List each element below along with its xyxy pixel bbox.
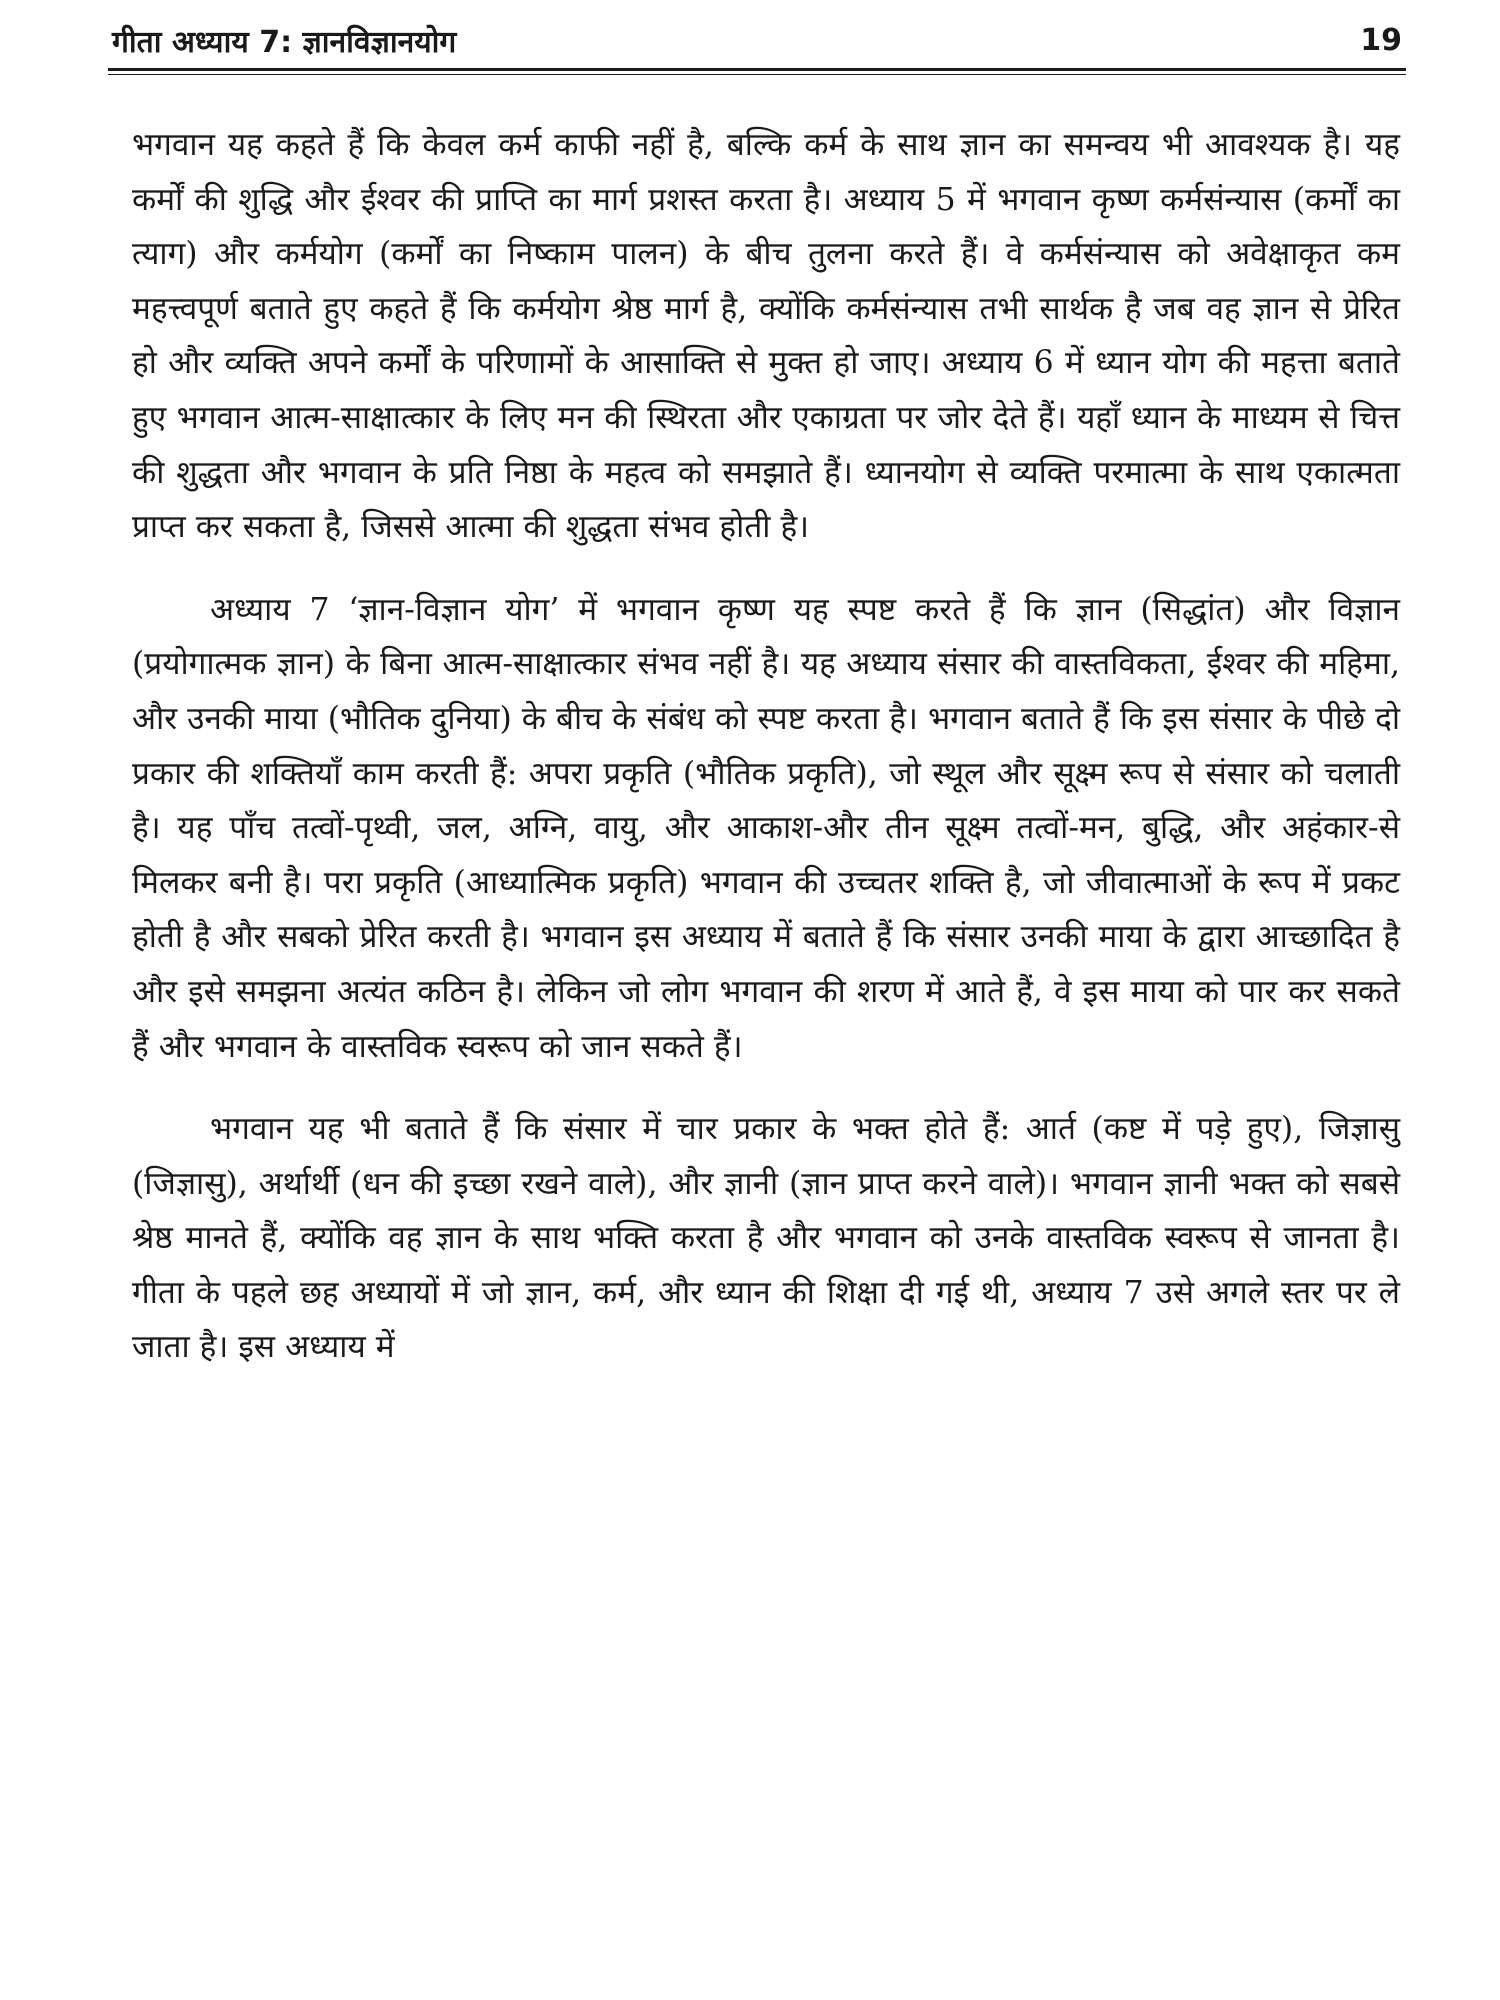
- header-rule: [108, 68, 1406, 75]
- paragraph: भगवान यह कहते हैं कि केवल कर्म काफी नहीं है, बल्कि कर्म के साथ ज्ञान का समन्वय भी आवश्यक है। यह कर्मों की शुद्धि और ईश्वर की प्राप्ति का मार्ग प्रशस्त करता है। अध्याय 5 में भगवान कृष्ण कर्मसंन्यास (कर्मों का त्याग) और कर्मयोग (कर्मों का निष्काम पालन) के बीच तुलना करते हैं। वे कर्मसंन्यास को अवेक्षाकृत कम महत्त्वपूर्ण बताते हुए कहते हैं कि कर्मयोग श्रेष्ठ मार्ग है, क्योंकि कर्मसंन्यास तभी सार्थक है जब वह ज्ञान से प्रेरित हो और व्यक्ति अपने कर्मों के परिणामों के आसाक्ति से मुक्त हो जाए। अध्याय 6 में ध्यान योग की महत्ता बताते हुए भगवान आत्म-साक्षात्कार के लिए मन की स्थिरता और एकाग्रता पर जोर देते हैं। यहाँ ध्यान के माध्यम से चित्त की शुद्धता और भगवान के प्रति निष्ठा के महत्व को समझाते हैं। ध्यानयोग से व्यक्ति परमात्मा के साथ एकात्मता प्राप्त कर सकता है, जिससे आत्मा की शुद्धता संभव होती है।: [132, 127, 1400, 546]
- page-number: 19: [1360, 22, 1402, 58]
- paragraph: अध्याय 7 ‘ज्ञान-विज्ञान योग’ में भगवान कृष्ण यह स्पष्ट करते हैं कि ज्ञान (सिद्धांत) और विज्ञान (प्रयोगात्मक ज्ञान) के बिना आत्म-साक्षात्कार संभव नहीं है। यह अध्याय संसार की वास्तविकता, ईश्वर की महिमा, और उनकी माया (भौतिक दुनिया) के बीच के संबंध को स्पष्ट करता है। भगवान बताते हैं कि इस संसार के पीछे दो प्रकार की शक्तियाँ काम करती हैं: अपरा प्रकृति (भौतिक प्रकृति), जो स्थूल और सूक्ष्म रूप से संसार को चलाती है। यह पाँच तत्वों-पृथ्वी, जल, अग्नि, वायु, और आकाश-और तीन सूक्ष्म तत्वों-मन, बुद्धि, और अहंकार-से मिलकर बनी है। परा प्रकृति (आध्यात्मिक प्रकृति) भगवान की उच्चतर शक्ति है, जो जीवात्माओं के रूप में प्रकट होती है और सबको प्रेरित करती है। भगवान इस अध्याय में बताते हैं कि संसार उनकी माया के द्वारा आच्छादित है और इसे समझना अत्यंत कठिन है। लेकिन जो लोग भगवान की शरण में आते हैं, वे इस माया को पार कर सकते हैं और भगवान के वास्तविक स्वरूप को जान सकते हैं।: [132, 591, 1400, 1065]
- running-header: [112, 14, 1402, 66]
- chapter-title: गीता अध्याय 7: ज्ञानविज्ञानयोग: [112, 24, 457, 60]
- body-text: [132, 118, 1400, 1375]
- paragraph: भगवान यह भी बताते हैं कि संसार में चार प्रकार के भक्त होते हैं: आर्त (कष्ट में पड़े हुए), जिज्ञासु (जिज्ञासु), अर्थार्थी (धन की इच्छा रखने वाले), और ज्ञानी (ज्ञान प्राप्त करने वाले)। भगवान ज्ञानी भक्त को सबसे श्रेष्ठ मानते हैं, क्योंकि वह ज्ञान के साथ भक्ति करता है और भगवान को उनके वास्तविक स्वरूप से जानता है। गीता के पहले छह अध्यायों में जो ज्ञान, कर्म, और ध्यान की शिक्षा दी गई थी, अध्याय 7 उसे अगले स्तर पर ले जाता है। इस अध्याय में: [132, 1111, 1400, 1366]
